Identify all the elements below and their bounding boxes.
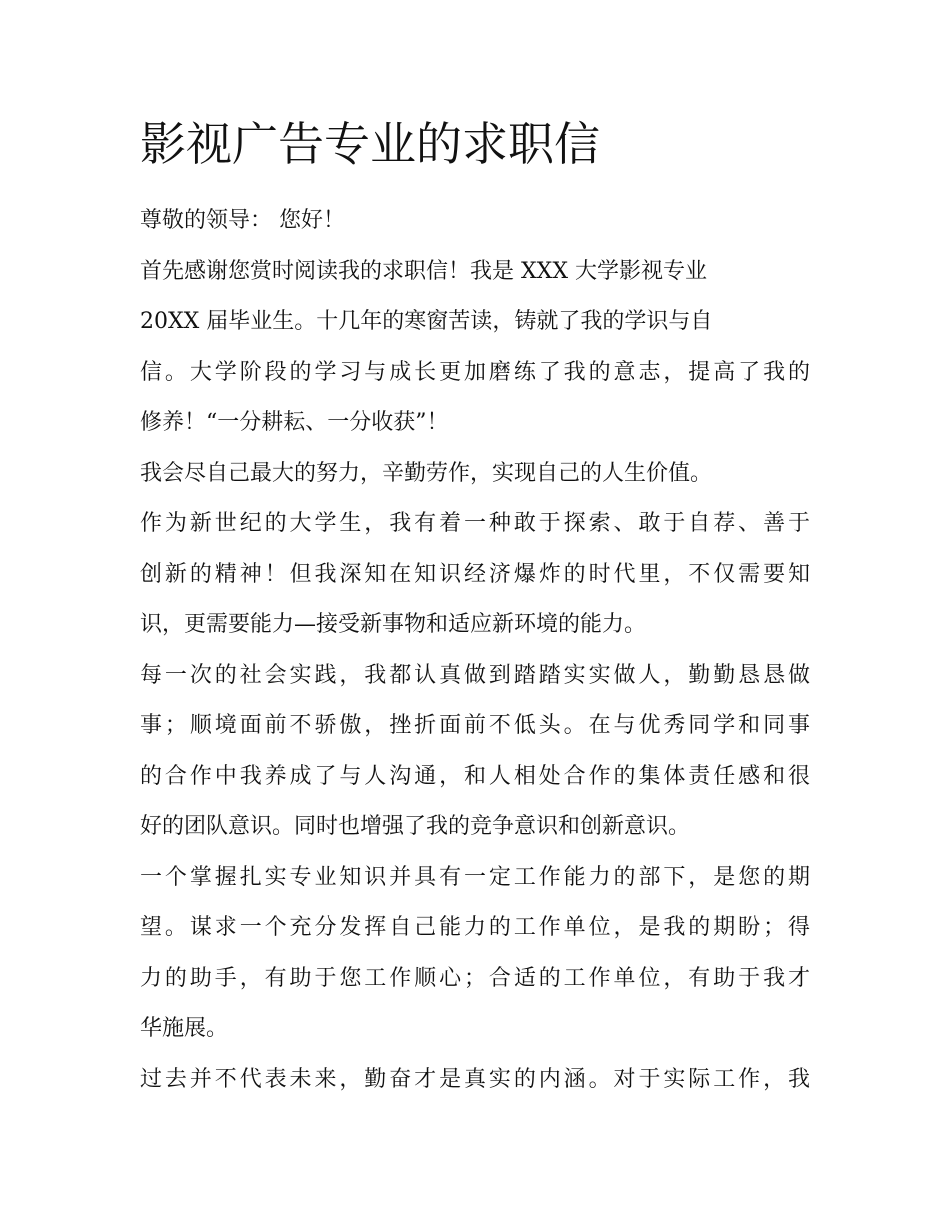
text-line: 修养！“一分耕耘、一分收获”！ — [140, 410, 449, 435]
text-line: 每一次的社会实践，我都认真做到踏踏实实做人，勤勤恳恳做 — [140, 663, 810, 688]
text-line: 识，更需要能力—接受新事物和适应新环境的能力。 — [140, 612, 647, 637]
salutation-line: 尊敬的领导： 您好！ — [140, 208, 345, 233]
document-title: 影视广告专业的求职信 — [140, 117, 600, 171]
text-line: 华施展。 — [140, 1016, 229, 1041]
text-line: 作为新世纪的大学生，我有着一种敢于探索、敢于自荐、善于 — [140, 511, 810, 536]
text-line: 过去并不代表未来，勤奋才是真实的内涵。对于实际工作，我 — [140, 1067, 810, 1092]
text-line: 力的助手，有助于您工作顺心；合适的工作单位，有助于我才 — [140, 966, 810, 991]
text-line: 望。谋求一个充分发挥自己能力的工作单位，是我的期盼；得 — [140, 915, 810, 940]
text-line: 信。大学阶段的学习与成长更加磨练了我的意志，提高了我的 — [140, 360, 810, 385]
text-line: 创新的精神！但我深知在知识经济爆炸的时代里，不仅需要知 — [140, 562, 810, 587]
text-line: 事；顺境面前不骄傲，挫折面前不低头。在与优秀同学和同事 — [140, 713, 810, 738]
text-line: 的合作中我养成了与人沟通，和人相处合作的集体责任感和很 — [140, 764, 810, 789]
text-line: 一个掌握扎实专业知识并具有一定工作能力的部下，是您的期 — [140, 865, 810, 890]
text-line: 我会尽自己最大的努力，辛勤劳作，实现自己的人生价值。 — [140, 461, 713, 486]
text-line: 好的团队意识。同时也增强了我的竞争意识和创新意识。 — [140, 814, 691, 839]
text-line: 首先感谢您赏时阅读我的求职信！我是 XXX 大学影视专业 — [140, 259, 707, 284]
text-line: 20XX 届毕业生。十几年的寒窗苦读，铸就了我的学识与自 — [140, 309, 713, 334]
